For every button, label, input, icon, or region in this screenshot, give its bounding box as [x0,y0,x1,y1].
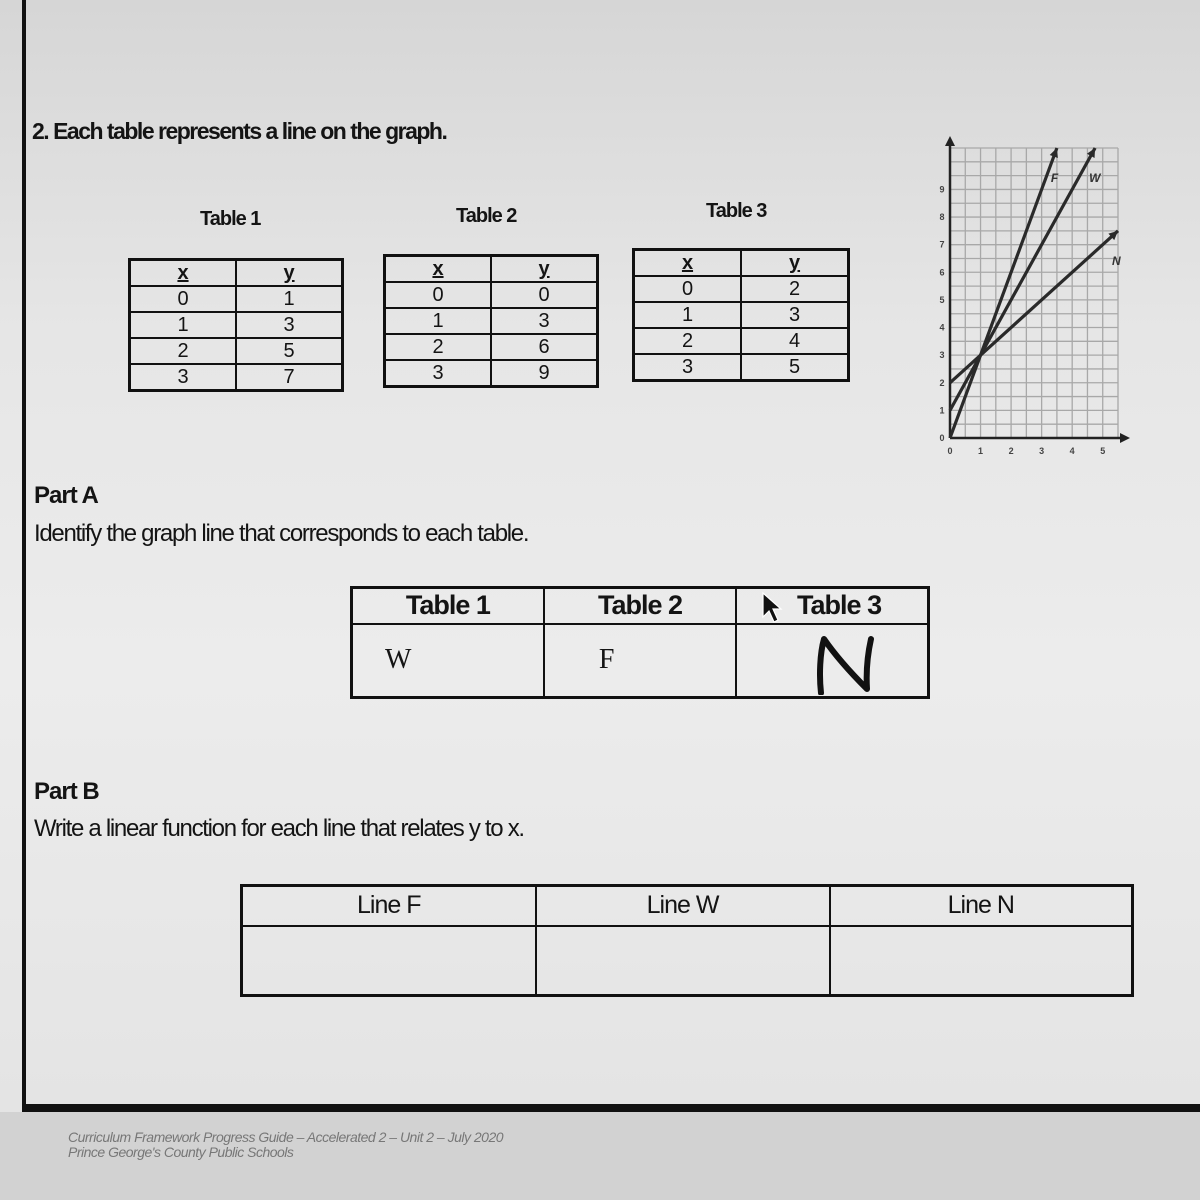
handwritten-answer [809,631,889,695]
part-a-instruction: Identify the graph line that corresponds to each table. [34,520,529,547]
part-b-heading: Part B [34,778,99,805]
x-cell: 2 [130,338,237,364]
part-b-header-line-f: Line F [242,886,536,926]
part-a-answer-table [350,586,930,699]
part-b-answer-table [240,884,1134,997]
y-cell: 3 [491,308,598,334]
table-3-title: Table 3 [706,200,767,222]
x-header: x [385,256,492,283]
y-tick-label: 5 [939,294,945,305]
graph-line-label: F [1050,171,1059,185]
x-cell: 1 [385,308,492,334]
x-cell: 0 [130,286,237,312]
table-row [634,354,849,381]
answer-cell-line-n[interactable] [830,926,1133,996]
table-row [385,360,598,387]
y-tick-label: 4 [939,322,945,333]
y-cell: 1 [236,286,343,312]
x-header: x [634,250,742,277]
y-header: y [741,250,849,277]
y-cell: 7 [236,364,343,391]
x-cell: 0 [634,276,742,302]
part-a-header-label: Table 3 [797,590,882,621]
answer-cell-table-1[interactable]: W [352,624,544,698]
y-tick-label: 6 [939,267,945,278]
part-a-header-table-1: Table 1 [352,588,544,624]
answer-cell-line-w[interactable] [536,926,830,996]
table-row [130,312,343,338]
x-header: x [130,260,237,287]
part-a-heading: Part A [34,482,98,509]
graph-line-n [950,231,1118,383]
part-a-header-table-2: Table 2 [544,588,736,624]
table-row [385,282,598,308]
y-cell: 5 [741,354,849,381]
x-cell: 1 [634,302,742,328]
y-cell: 5 [236,338,343,364]
y-cell: 3 [741,302,849,328]
y-header: y [236,260,343,287]
left-margin-rule [22,0,26,1112]
x-cell: 3 [634,354,742,381]
y-tick-label: 7 [939,239,945,250]
part-a-header-table-3 [736,588,928,624]
graph-line-label: W [1089,171,1101,185]
x-tick-label: 3 [1039,446,1045,456]
table-row [130,286,343,312]
xy-table-1 [128,258,344,392]
x-axis-arrow [1120,433,1130,443]
part-b-instruction: Write a linear function for each line that relates y to x. [34,815,524,842]
answer-cell-line-f[interactable] [242,926,536,996]
x-cell: 3 [385,360,492,387]
answer-cell-table-2[interactable]: F [544,624,736,698]
table-1-title: Table 1 [200,208,261,230]
x-tick-label: 5 [1100,446,1106,456]
xy-table-3 [632,248,850,382]
line-graph [920,130,1130,460]
y-header: y [491,256,598,283]
table-row [130,364,343,391]
graph-line-f [950,148,1057,438]
x-cell: 0 [385,282,492,308]
footer-line-2: Prince George's County Public Schools [68,1144,294,1160]
x-cell: 2 [385,334,492,360]
y-tick-label: 9 [939,184,945,195]
x-tick-label: 4 [1069,446,1075,456]
y-cell: 2 [741,276,849,302]
y-tick-label: 1 [939,405,945,416]
table-row [634,276,849,302]
part-b-header-line-n: Line N [830,886,1133,926]
footer-line-1: Curriculum Framework Progress Guide – Accelerated 2 – Unit 2 – July 2020 [68,1129,504,1145]
y-cell: 6 [491,334,598,360]
y-tick-label: 8 [939,212,945,223]
x-tick-label: 1 [978,446,984,456]
y-cell: 9 [491,360,598,387]
table-row [385,308,598,334]
y-cell: 4 [741,328,849,354]
y-axis-arrow [945,136,955,146]
bottom-margin-rule [22,1104,1200,1112]
table-row [634,328,849,354]
x-tick-label: 2 [1008,446,1014,456]
table-2-title: Table 2 [456,205,517,227]
graph-line-w [950,148,1095,410]
x-cell: 3 [130,364,237,391]
xy-table-2 [383,254,599,388]
x-cell: 2 [634,328,742,354]
x-tick-label: 0 [947,446,953,456]
footer [68,1130,503,1160]
graph-line-label: N [1112,253,1121,268]
y-tick-label: 2 [939,377,945,388]
mouse-cursor-icon [761,591,783,625]
table-row [130,338,343,364]
y-cell: 0 [491,282,598,308]
part-b-header-line-w: Line W [536,886,830,926]
y-tick-label: 3 [939,350,945,361]
x-cell: 1 [130,312,237,338]
y-cell: 3 [236,312,343,338]
table-row [634,302,849,328]
answer-cell-table-3[interactable] [736,624,928,698]
table-row [385,334,598,360]
y-tick-label: 0 [939,433,945,443]
question-title: 2. Each table represents a line on the graph. [32,118,447,144]
